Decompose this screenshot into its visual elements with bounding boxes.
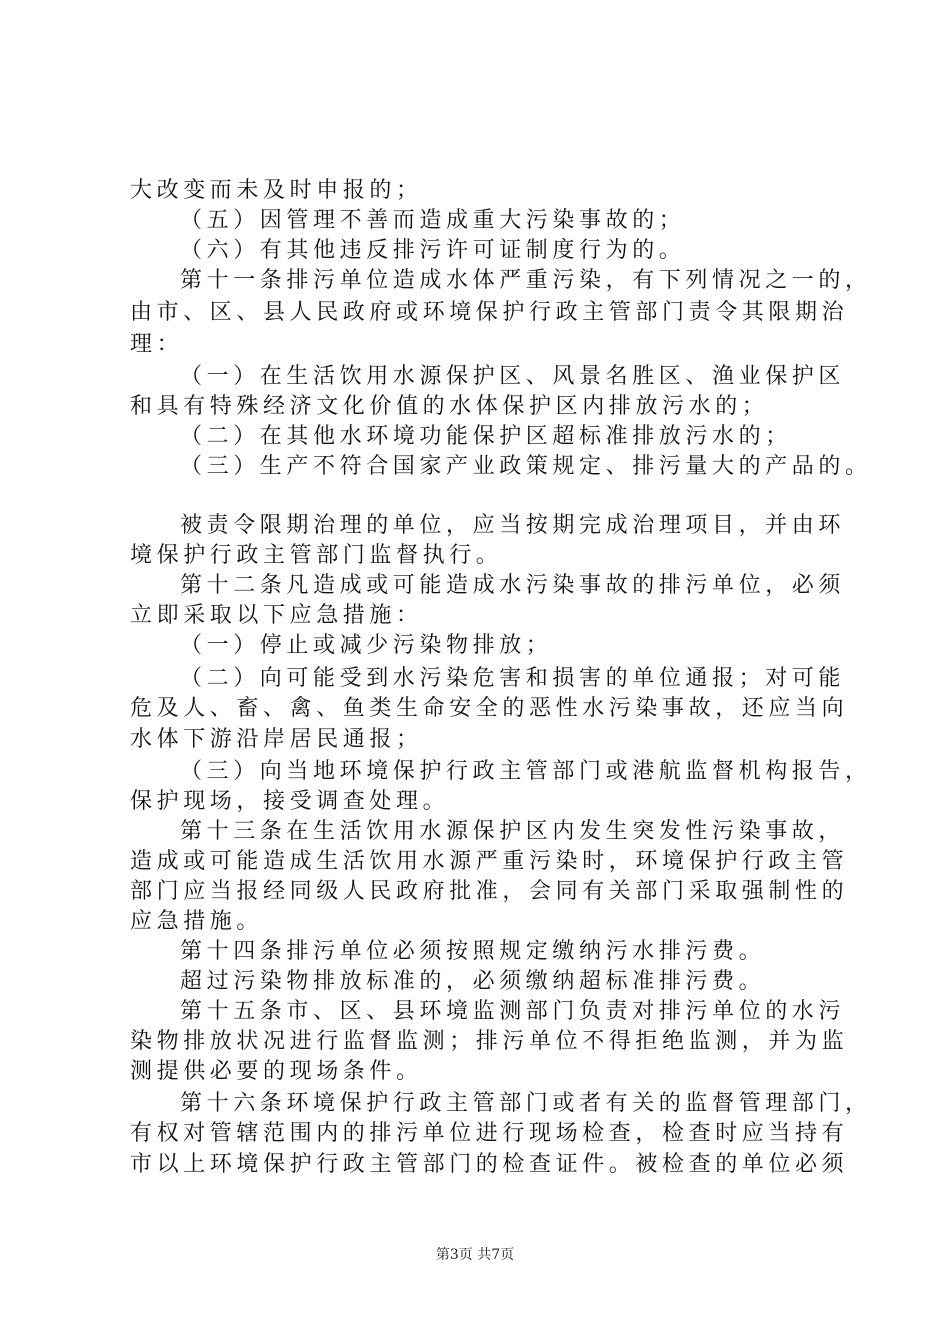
text-line: （一）停止或减少污染物排放； xyxy=(180,633,553,658)
text-line: 有权对管辖范围内的排污单位进行现场检查，检查时应当持有 xyxy=(130,1121,849,1146)
text-line: 测提供必要的现场条件。 xyxy=(130,1059,423,1084)
text-line: 理： xyxy=(130,332,184,357)
text-line: 被责令限期治理的单位，应当按期完成治理项目，并由环 xyxy=(180,513,846,538)
text-line: 第十六条环境保护行政主管部门或者有关的监督管理部门， xyxy=(180,1091,872,1116)
text-line: 由市、区、县人民政府或环境保护行政主管部门责令其限期治 xyxy=(130,300,849,325)
text-line: （三）生产不符合国家产业政策规定、排污量大的产品的。 xyxy=(180,454,872,479)
text-line: 市以上环境保护行政主管部门的检查证件。被检查的单位必须 xyxy=(130,1152,849,1177)
text-line: 造成或可能造成生活饮用水源严重污染时，环境保护行政主管 xyxy=(130,849,849,874)
text-line: 第十二条凡造成或可能造成水污染事故的排污单位，必须 xyxy=(180,573,846,598)
text-line: 大改变而未及时申报的； xyxy=(130,178,423,203)
text-line: 第十一条排污单位造成水体严重污染，有下列情况之一的， xyxy=(180,268,872,293)
text-line: 立即采取以下应急措施： xyxy=(130,603,423,628)
text-line: （一）在生活饮用水源保护区、风景名胜区、渔业保护区 xyxy=(180,364,846,389)
text-line: 第十五条市、区、县环境监测部门负责对排污单位的水污 xyxy=(180,999,846,1024)
text-line: 应急措施。 xyxy=(130,909,264,934)
text-line: 和具有特殊经济文化价值的水体保护区内排放污水的； xyxy=(130,394,769,419)
text-line: 保护现场，接受调查处理。 xyxy=(130,789,450,814)
page-number-footer: 第3页 共7页 xyxy=(435,1247,515,1263)
text-line: 部门应当报经同级人民政府批准，会同有关部门采取强制性的 xyxy=(130,879,849,904)
text-line: 水体下游沿岸居民通报； xyxy=(130,727,423,752)
text-line: （三）向当地环境保护行政主管部门或港航监督机构报告， xyxy=(180,759,872,784)
text-line: （二）在其他水环境功能保护区超标准排放污水的； xyxy=(180,424,792,449)
text-line: 境保护行政主管部门监督执行。 xyxy=(130,543,503,568)
text-line: （五）因管理不善而造成重大污染事故的； xyxy=(180,208,686,233)
text-line: 染物排放状况进行监督监测；排污单位不得拒绝监测，并为监 xyxy=(130,1029,849,1054)
text-line: 第十三条在生活饮用水源保护区内发生突发性污染事故， xyxy=(180,819,846,844)
text-line: （六）有其他违反排污许可证制度行为的。 xyxy=(180,238,686,263)
text-line: 危及人、畜、禽、鱼类生命安全的恶性水污染事故，还应当向 xyxy=(130,696,849,721)
text-line: 第十四条排污单位必须按照规定缴纳污水排污费。 xyxy=(180,939,766,964)
text-line: （二）向可能受到水污染危害和损害的单位通报；对可能 xyxy=(180,666,846,691)
text-line: 超过污染物排放标准的，必须缴纳超标准排污费。 xyxy=(180,969,766,994)
